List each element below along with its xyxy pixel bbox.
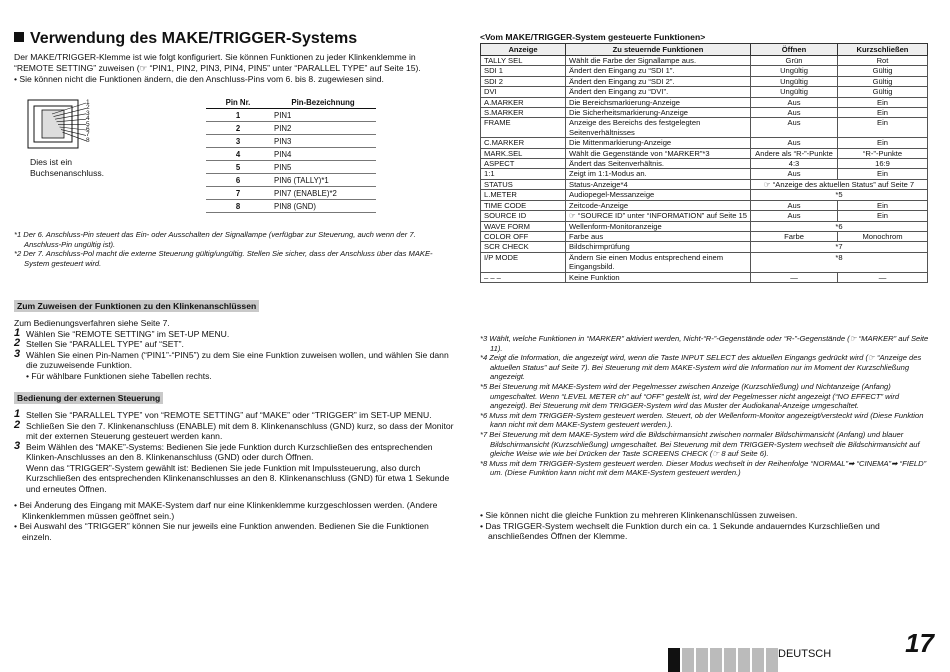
cell-anzeige: 1:1 (481, 169, 566, 179)
pin-table (206, 97, 376, 213)
section-external-title: Bedienung der externen Steuerung (14, 392, 163, 404)
cell-anzeige: TIME CODE (481, 200, 566, 210)
cell-anzeige: DVI (481, 87, 566, 97)
cell-anzeige: I/P MODE (481, 252, 566, 272)
assign-sub-bullet: • Für wählbare Funktionen siehe Tabellen rechts. (26, 370, 212, 381)
table-row (481, 242, 928, 252)
table-row (481, 272, 928, 282)
external-step-2: 2 Schließen Sie den 7. Klinkenanschluss (ENABLE) mit dem 8. Klinkenanschluss (GND) kurz, so dass der Monitor mit der externen Steuerung gesteuert werden kann. (14, 418, 454, 441)
table-row (481, 97, 928, 107)
cell-funktion: Wellenform-Monitoranzeige (566, 221, 751, 231)
cell-kurzschliessen: Monochrom (838, 231, 928, 241)
cell-funktion: Ändert das Seitenverhältnis. (566, 159, 751, 169)
cell-funktion: Die Bereichsmarkierung-Anzeige (566, 97, 751, 107)
cell-oeffnen: — (751, 272, 838, 282)
external-step-1: 1 Stellen Sie “PARALLEL TYPE” von “REMOTE SETTING” auf “MAKE” oder “TRIGGER” im SET-UP MENU. (14, 408, 432, 420)
pin-name: PIN6 (TALLY)*1 (270, 174, 376, 187)
table-row (206, 174, 376, 187)
cell-anzeige: MARK.SEL (481, 148, 566, 158)
cell-kurzschliessen: 16:9 (838, 159, 928, 169)
footer-tab-bar (752, 648, 764, 672)
pin-number: 2 (206, 122, 270, 135)
intro-bullet: • Sie können nicht die Funktionen ändern, die den Anschluss-Pins vom 6. bis 8. zugewiesen sind. (14, 74, 384, 84)
cell-oeffnen: Andere als “R-”-Punkte (751, 148, 838, 158)
cell-kurzschliessen: Ein (838, 200, 928, 210)
table-row (206, 135, 376, 148)
cell-kurzschliessen: Ein (838, 97, 928, 107)
table-row (481, 87, 928, 97)
assign-step-2: 2 Stellen Sie “PARALLEL TYPE” auf “SET”. (14, 337, 184, 349)
table-row (481, 252, 928, 272)
table-row (481, 231, 928, 241)
footer-tab-bar (668, 648, 680, 672)
intro-text: Der MAKE/TRIGGER-Klemme ist wie folgt konfiguriert. Sie können Funktionen zu jeder Klinkenklemme in “REMOTE SETTING” zuweisen (☞ “PIN1, PIN2, PIN3, PIN4, PIN5” unter “PARALLEL TYPE” auf Seite 15). (14, 52, 421, 73)
cell-funktion: Ändert den Eingang zu “DVI”. (566, 87, 751, 97)
cell-kurzschliessen: Ein (838, 169, 928, 179)
pin-number: 4 (206, 148, 270, 161)
col-kurzschliessen: Kurzschließen (838, 44, 928, 56)
cell-oeffnen: Aus (751, 169, 838, 179)
external-step-3-extra: Wenn das “TRIGGER”-System gewählt ist: Bedienen Sie jede Funktion mit Impulssteuerung, also durch Kurzschließen des entsprechenden Klinkenanschlusses an den 8. Klinkenanschluss (GND) für etwa 1 Sekunde und erneutes Öffnen. (26, 462, 450, 494)
table-row (481, 56, 928, 66)
footnote-2: *2 Der 7. Anschluss-Pol macht die externe Steuerung gültig/ungültig. Stellen Sie sicher, dass der Anschluss über das MAKE-System gesteuert wird. (14, 249, 433, 268)
cell-funktion: Wählt die Farbe der Signallampe aus. (566, 56, 751, 66)
cell-funktion: Die Sicherheitsmarkierung-Anzeige (566, 108, 751, 118)
table-row (481, 108, 928, 118)
footer-language: DEUTSCH (778, 648, 832, 660)
footnote-1: *1 Der 6. Anschluss-Pin steuert das Ein- oder Ausschalten der Signallampe (verfügbar zur Steuerung, auch wenn der 7. Anschluss-Pin ungültig ist). (14, 230, 416, 249)
table-row (481, 118, 928, 138)
section-external (14, 388, 454, 542)
socket-pin-label: 4 (86, 115, 90, 123)
socket-pin-label: 3 (86, 109, 90, 117)
functions-table (480, 43, 928, 283)
col-oeffnen: Öffnen (751, 44, 838, 56)
pin-name: PIN8 (GND) (270, 200, 376, 213)
table-row (206, 161, 376, 174)
cell-funktion: Ändert den Eingang zu “SDI 1”. (566, 66, 751, 76)
cell-kurzschliessen: Gültig (838, 66, 928, 76)
cell-kurzschliessen: “R-”-Punkte (838, 148, 928, 158)
external-bullet-1: • Bei Änderung des Eingang mit MAKE-System darf nur eine Klinkenklemme kurzgeschlossen werden. (Andere Klinkenklemmen müssen geöffnet sein.) (14, 500, 438, 521)
cell-anzeige: SDI 2 (481, 76, 566, 86)
table-row (481, 221, 928, 231)
table-row (481, 159, 928, 169)
table-row (481, 211, 928, 221)
footer-tab-bar (696, 648, 708, 672)
footnote-right: *3 Wählt, welche Funktionen in “MARKER” aktiviert werden, Nicht-“R-”-Gegenstände oder “R-”-Gegenstände (☞ “MARKER” auf Seite 11). (480, 334, 929, 353)
cell-oeffnen: Ungültig (751, 66, 838, 76)
table-row (481, 76, 928, 86)
cell-anzeige: L.METER (481, 190, 566, 200)
socket-pin-label: 7 (86, 131, 90, 139)
socket-pin-label: 1 (86, 99, 90, 106)
footnotes-right (480, 334, 930, 478)
table-row (481, 190, 928, 200)
pin-number: 3 (206, 135, 270, 148)
table-row (481, 138, 928, 148)
section-assign-lead: Zum Bedienungsverfahren siehe Seite 7. (14, 318, 170, 328)
table-row (206, 109, 376, 122)
pin-number: 1 (206, 109, 270, 122)
cell-funktion: Zeitcode-Anzeige (566, 200, 751, 210)
pin-name-header: Pin-Bezeichnung (270, 97, 376, 109)
cell-funktion: Zeigt im 1:1-Modus an. (566, 169, 751, 179)
cell-oeffnen: Aus (751, 211, 838, 221)
footer-tab-bar (766, 648, 778, 672)
cell-anzeige: COLOR OFF (481, 231, 566, 241)
col-funktionen: Zu steuernde Funktionen (566, 44, 751, 56)
cell-oeffnen: Ungültig (751, 76, 838, 86)
table-row (206, 187, 376, 200)
pin-name: PIN5 (270, 161, 376, 174)
pin-name: PIN2 (270, 122, 376, 135)
cell-funktion: Status-Anzeige*4 (566, 179, 751, 189)
footer-tab-bar (724, 648, 736, 672)
section-assign-title: Zum Zuweisen der Funktionen zu den Klinkenanschlüssen (14, 300, 259, 312)
pin-name: PIN1 (270, 109, 376, 122)
table-row (481, 200, 928, 210)
pin-number: 6 (206, 174, 270, 187)
cell-oeffnen: Aus (751, 108, 838, 118)
cell-anzeige: SCR CHECK (481, 242, 566, 252)
socket-pin-label: 8 (86, 136, 90, 144)
cell-oeffnen: Ungültig (751, 87, 838, 97)
page-heading: Verwendung des MAKE/TRIGGER-Systems (14, 30, 357, 48)
cell-oeffnen: Aus (751, 200, 838, 210)
cell-kurzschliessen: Gültig (838, 87, 928, 97)
cell-anzeige: C.MARKER (481, 138, 566, 148)
cell-span: *6 (751, 221, 928, 231)
cell-funktion: Anzeige des Bereichs des festgelegten Seitenverhältnisses (566, 118, 751, 138)
footnote-right: *6 Muss mit dem TRIGGER-System gesteuert werden. Steuert, ob der Wellenform-Monitor angezeigt/versteckt wird (Diese Funktion kann nicht mit dem MAKE-System gesteuert werden.). (480, 410, 924, 430)
table-row (206, 122, 376, 135)
cell-oeffnen: Grün (751, 56, 838, 66)
col-anzeige: Anzeige (481, 44, 566, 56)
pin-no-header: Pin Nr. (206, 97, 270, 109)
cell-oeffnen: Aus (751, 97, 838, 107)
footnote-right: *5 Bei Steuerung mit MAKE-System wird der Pegelmesser zwischen Anzeige (Kurzschließung) und Nichtanzeige (Anfang) umgeschaltet. Wenn “LEVEL METER ch” auf “OFF” gestellt ist, wird der Pegelmesser nicht angezeigt (“NO EFFECT” wird angezeigt). Bei Steuerung mit dem TRIGGER-System wird das Muster der Audiokanal-Anzeige umgeschaltet. (480, 381, 900, 411)
cell-oeffnen: Aus (751, 138, 838, 148)
pin-number: 8 (206, 200, 270, 213)
cell-funktion: Keine Funktion (566, 272, 751, 282)
bullets-right (480, 510, 930, 542)
cell-kurzschliessen: Ein (838, 108, 928, 118)
cell-anzeige: ASPECT (481, 159, 566, 169)
footnotes-left (14, 230, 454, 268)
cell-span: *5 (751, 190, 928, 200)
cell-span: *8 (751, 252, 928, 272)
socket-pin-labels (86, 100, 90, 143)
cell-anzeige: SOURCE ID (481, 211, 566, 221)
assign-step-3: 3 Wählen Sie einen Pin-Namen (“PIN1”-“PIN5”) zu dem Sie eine Funktion zuweisen wollen, und wählen Sie dann die zuzuweisende Funktion. (14, 347, 449, 370)
socket-pin-label: 6 (86, 126, 90, 134)
cell-span: *7 (751, 242, 928, 252)
footnote-right: *8 Muss mit dem TRIGGER-System gesteuert werden. Dieser Modus wechselt in der Reihenfolge “NORMAL”➡ “CINEMA”➡ “FIELD” um. (Diese Funktion kann nicht mit dem MAKE-System gesteuert werden.) (480, 458, 927, 478)
cell-kurzschliessen: Ein (838, 118, 928, 138)
cell-span: ☞ “Anzeige des aktuellen Status” auf Seite 7 (751, 179, 928, 189)
cell-kurzschliessen: — (838, 272, 928, 282)
cell-kurzschliessen: Ein (838, 138, 928, 148)
cell-oeffnen: Aus (751, 118, 838, 138)
socket-pin-label: 2 (86, 104, 90, 112)
footnote-right: *4 Zeigt die Information, die angezeigt wird, wenn die Taste INPUT SELECT des aktuellen Eingangs gedrückt wird (☞ “Anzeige des aktuellen Status” auf Seite 7). Bei Steuerung mit dem MAKE-System wird die Information nur im Moment der Kurzschließung angezeigt. (480, 353, 922, 382)
cell-anzeige: S.MARKER (481, 108, 566, 118)
cell-kurzschliessen: Gültig (838, 76, 928, 86)
footnote-right: *7 Bei Steuerung mit dem MAKE-System wird die Bildschirmansicht zwischen normaler Bildschirmansicht (Anfang) und blauer Bildschirmansicht (Kurzschließung) umgeschaltet. Bei Steuerung mit dem TRIGGER-System wechselt die Bildschirmansicht auf gleiche Weise wie wie bei Drücken der Taste SCREENS CHECK (☞ 8 auf Seite 6). (480, 429, 920, 459)
cell-funktion: Farbe aus (566, 231, 751, 241)
cell-funktion: Ändern Sie einen Modus entsprechend einem Eingangsbild. (566, 252, 751, 272)
table-row (206, 200, 376, 213)
pin-number: 7 (206, 187, 270, 200)
cell-anzeige: WAVE FORM (481, 221, 566, 231)
right-bullet-1: • Sie können nicht die gleiche Funktion zu mehreren Klinkenanschlüssen zuweisen. (480, 510, 798, 520)
section-assign (14, 296, 454, 381)
right-bullet-2: • Das TRIGGER-System wechselt die Funktion durch ein ca. 1 Sekunde andauerndes Kurzschließen und anschließendes Öffnen der Klemme. (480, 520, 880, 541)
external-step-3: 3 Beim Wählen des “MAKE”-Systems: Bedienen Sie jede Funktion durch Kurzschließen des entsprechenden Klinken-Anschlusses an den 8. Klinkenanschluss (GND) oder durch Öffnen. (14, 439, 433, 462)
footer-tab-bar (710, 648, 722, 672)
table-row (206, 148, 376, 161)
footer-tab-bar (738, 648, 750, 672)
square-bullet-icon (14, 32, 24, 42)
cell-funktion: ☞ “SOURCE ID” unter “INFORMATION” auf Seite 15 (566, 211, 751, 221)
pin-name: PIN3 (270, 135, 376, 148)
cell-funktion: Die Mittenmarkierung-Anzeige (566, 138, 751, 148)
cell-oeffnen: Farbe (751, 231, 838, 241)
cell-anzeige: FRAME (481, 118, 566, 138)
socket-pin-label: 5 (86, 120, 90, 128)
assign-step-1: 1 Wählen Sie “REMOTE SETTING” im SET-UP MENU. (14, 326, 230, 339)
table-row (481, 169, 928, 179)
external-bullet-2: • Bei Auswahl des “TRIGGER” können Sie nur jeweils eine Funktion anwenden. Bedienen Sie die Funktionen einzeln. (14, 521, 429, 542)
func-table-caption: <Vom MAKE/TRIGGER-System gesteuerte Funktionen> (480, 32, 706, 42)
cell-anzeige: TALLY SEL (481, 56, 566, 66)
cell-funktion: Wählt die Gegenstände von “MARKER”*3 (566, 148, 751, 158)
table-row (481, 66, 928, 76)
cell-kurzschliessen: Ein (838, 211, 928, 221)
cell-funktion: Audiopegel-Messanzeige (566, 190, 751, 200)
cell-anzeige: SDI 1 (481, 66, 566, 76)
socket-caption: Dies ist ein Buchsenanschluss. (30, 157, 105, 178)
pin-name: PIN7 (ENABLE)*2 (270, 187, 376, 200)
cell-kurzschliessen: Rot (838, 56, 928, 66)
pin-name: PIN4 (270, 148, 376, 161)
cell-anzeige: – – – (481, 272, 566, 282)
cell-anzeige: STATUS (481, 179, 566, 189)
pin-number: 5 (206, 161, 270, 174)
cell-funktion: Bildschirmprüfung (566, 242, 751, 252)
table-row (481, 148, 928, 158)
page-number: 17 (905, 628, 934, 658)
cell-anzeige: A.MARKER (481, 97, 566, 107)
cell-funktion: Ändert den Eingang zu “SDI 2”. (566, 76, 751, 86)
cell-oeffnen: 4:3 (751, 159, 838, 169)
footer-tab-bar (682, 648, 694, 672)
table-row (481, 179, 928, 189)
